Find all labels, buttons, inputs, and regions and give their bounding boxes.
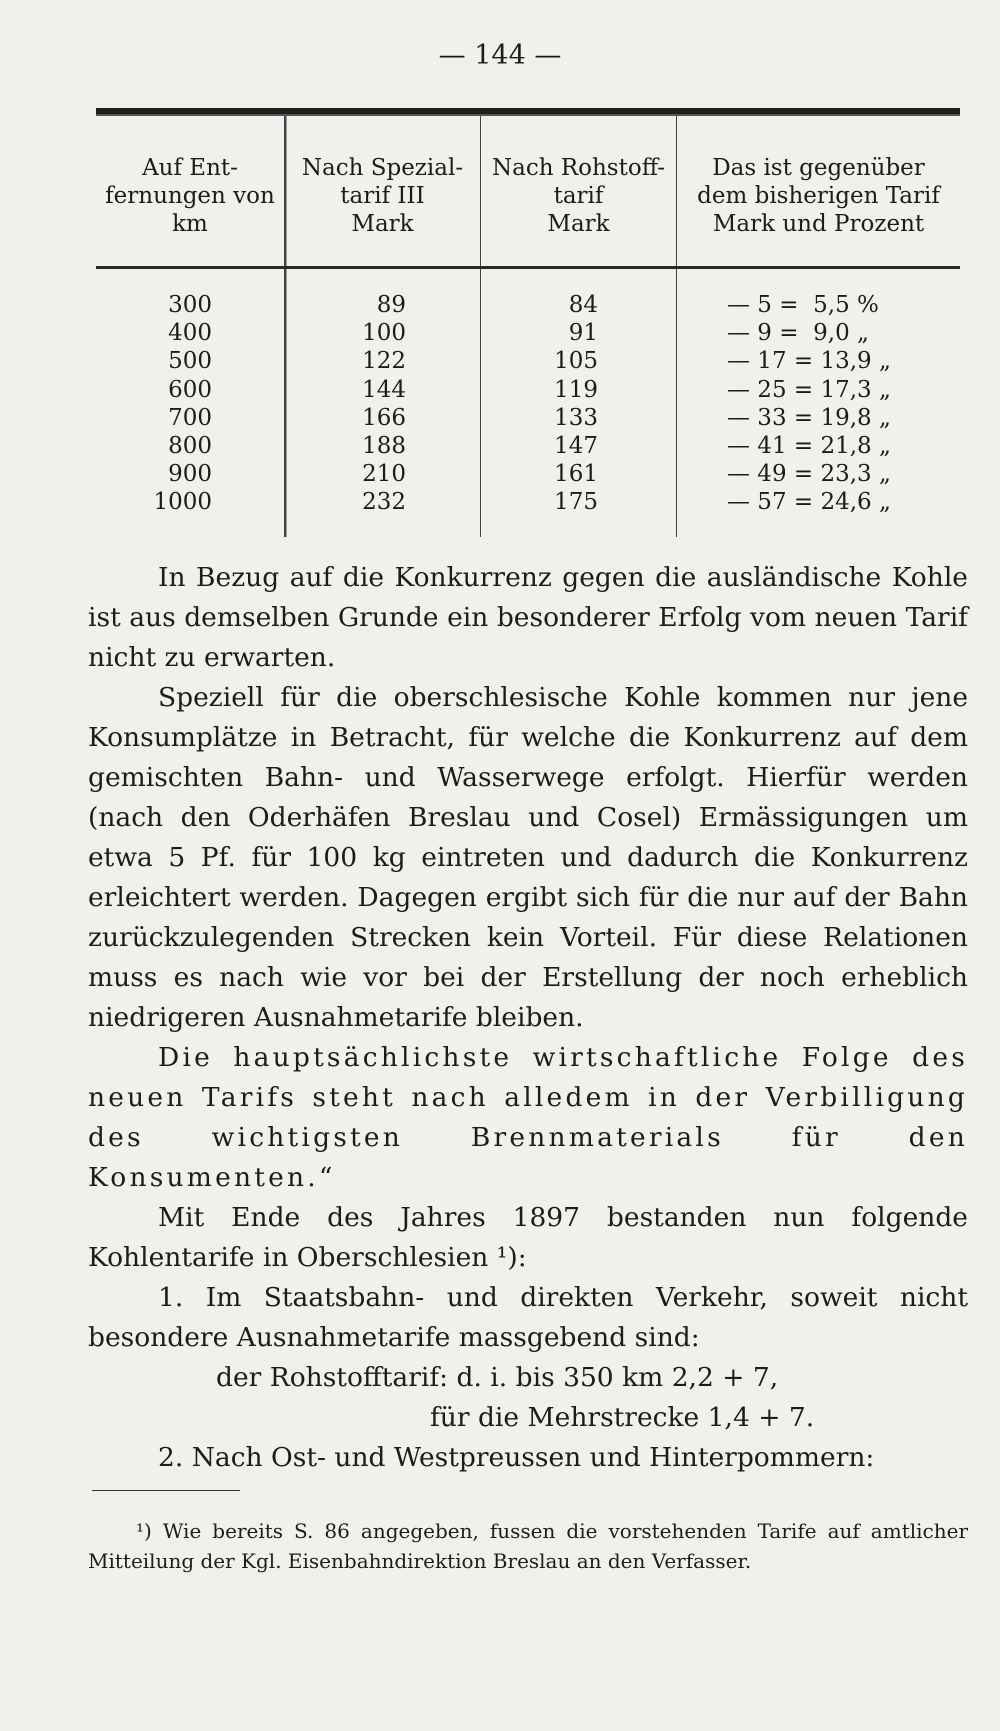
- header-difference-text: Das ist gegenüber dem bisherigen Tarif Mark und Prozent: [697, 155, 940, 237]
- paragraph: Mit Ende des Jahres 1897 bestanden nun folgende Kohlentarife in Oberschlesien ¹):: [88, 1202, 968, 1273]
- table-cell: 900: [168, 461, 212, 488]
- table-cell: — 25 = 17,3 „: [727, 376, 891, 403]
- table-cell: — 5 = 5,5 %: [727, 292, 879, 318]
- tariff-table: [96, 108, 960, 537]
- tariff-line: für die Mehrstrecke 1,4 + 7.: [430, 1402, 815, 1433]
- table-body: [96, 269, 960, 537]
- paragraph: Speziell für die oberschlesische Kohle kommen nur jene Konsumplätze in Betracht, für welche die Konkurrenz auf dem gemischten Bahn- und Wasserwege erfolgt. Hierfür werden (nach den Oderhäfen Breslau und Cosel) Ermässigungen um etwa 5 Pf. für 100 kg eintreten und dadurch die Konkurrenz erleichtert werden. Dagegen ergibt sich für die nur auf der Bahn zurückzulegenden Strecken kein Vorteil. Für diese Relationen muss es nach wie vor bei der Erstellung der noch erheblich niedrigeren Ausnahmetarife bleiben.: [88, 682, 968, 1033]
- tariff-line: der Rohstofftarif: d. i. bis 350 km 2,2 + 7,: [216, 1362, 779, 1393]
- table-cell: 1000: [153, 489, 212, 516]
- table-cell: 500: [168, 348, 212, 375]
- table-cell: 600: [168, 376, 212, 403]
- table-cell: 161: [554, 461, 598, 488]
- column-raw-tariff: [480, 269, 676, 537]
- table-cell: 188: [362, 433, 406, 460]
- footnote-rule: [92, 1490, 240, 1491]
- table-cell: 700: [168, 404, 212, 431]
- table-cell: 175: [554, 489, 598, 516]
- paragraph-emphasized: Die hauptsächlichste wirtschaftliche Folge des neuen Tarifs steht nach alledem in der Verbilligung des wichtigsten Brennmaterials für den Konsumenten.“: [88, 1042, 968, 1193]
- page-number: — 144 —: [438, 40, 562, 71]
- table-cell: 210: [362, 461, 406, 488]
- table-cell: 144: [362, 376, 406, 403]
- header-distance-text: Auf Ent- fernungen von km: [105, 155, 275, 237]
- table-header: [96, 116, 960, 266]
- table-cell: 147: [554, 433, 598, 460]
- table-cell: 91: [568, 320, 598, 347]
- table-cell: — 57 = 24,6 „: [727, 489, 891, 516]
- table-cell: — 9 = 9,0 „: [727, 320, 869, 347]
- table-cell: 400: [168, 320, 212, 347]
- table-cell: — 33 = 19,8 „: [727, 404, 891, 431]
- table-cell: 119: [554, 376, 598, 403]
- list-item: 2. Nach Ost- und Westpreussen und Hinterpommern:: [158, 1442, 875, 1473]
- column-special-tariff: [284, 269, 480, 537]
- footnote-text: ¹) Wie bereits S. 86 angegeben, fussen die vorstehenden Tarife auf amtlicher Mitteilung der Kgl. Eisenbahndirektion Breslau an den Verfasser.: [88, 1519, 968, 1573]
- table-cell: 300: [168, 292, 212, 318]
- header-special-tariff-text: Nach Spezial- tarif III Mark: [301, 155, 464, 237]
- table-cell: 100: [362, 320, 406, 347]
- list-item: 1. Im Staatsbahn- und direkten Verkehr, soweit nicht besondere Ausnahmetarife massgebend sind:: [88, 1282, 968, 1353]
- table-cell: 133: [554, 404, 598, 431]
- table-cell: — 41 = 21,8 „: [727, 433, 891, 460]
- header-special-tariff: [284, 116, 480, 266]
- table-cell: — 49 = 23,3 „: [727, 461, 891, 488]
- table-cell: — 17 = 13,9 „: [727, 348, 891, 375]
- paragraph: In Bezug auf die Konkurrenz gegen die ausländische Kohle ist aus demselben Grunde ein besonderer Erfolg vom neuen Tarif nicht zu erwarten.: [88, 562, 968, 673]
- table-cell: 800: [168, 433, 212, 460]
- table-cell: 89: [376, 292, 406, 318]
- table-cell: 232: [362, 489, 406, 516]
- table-cell: 84: [568, 292, 598, 318]
- header-difference: [676, 116, 960, 266]
- table-cell: 105: [554, 348, 598, 375]
- header-raw-tariff-text: Nach Rohstoff- tarif Mark: [491, 155, 665, 237]
- body-text: [88, 558, 968, 1478]
- header-distance: [96, 116, 284, 266]
- footnote: [88, 1516, 968, 1576]
- header-raw-tariff: [480, 116, 676, 266]
- table-cell: 166: [362, 404, 406, 431]
- column-difference: [676, 269, 960, 537]
- column-distance: [96, 269, 284, 537]
- table-top-rule: [96, 108, 960, 116]
- table-cell: 122: [362, 348, 406, 375]
